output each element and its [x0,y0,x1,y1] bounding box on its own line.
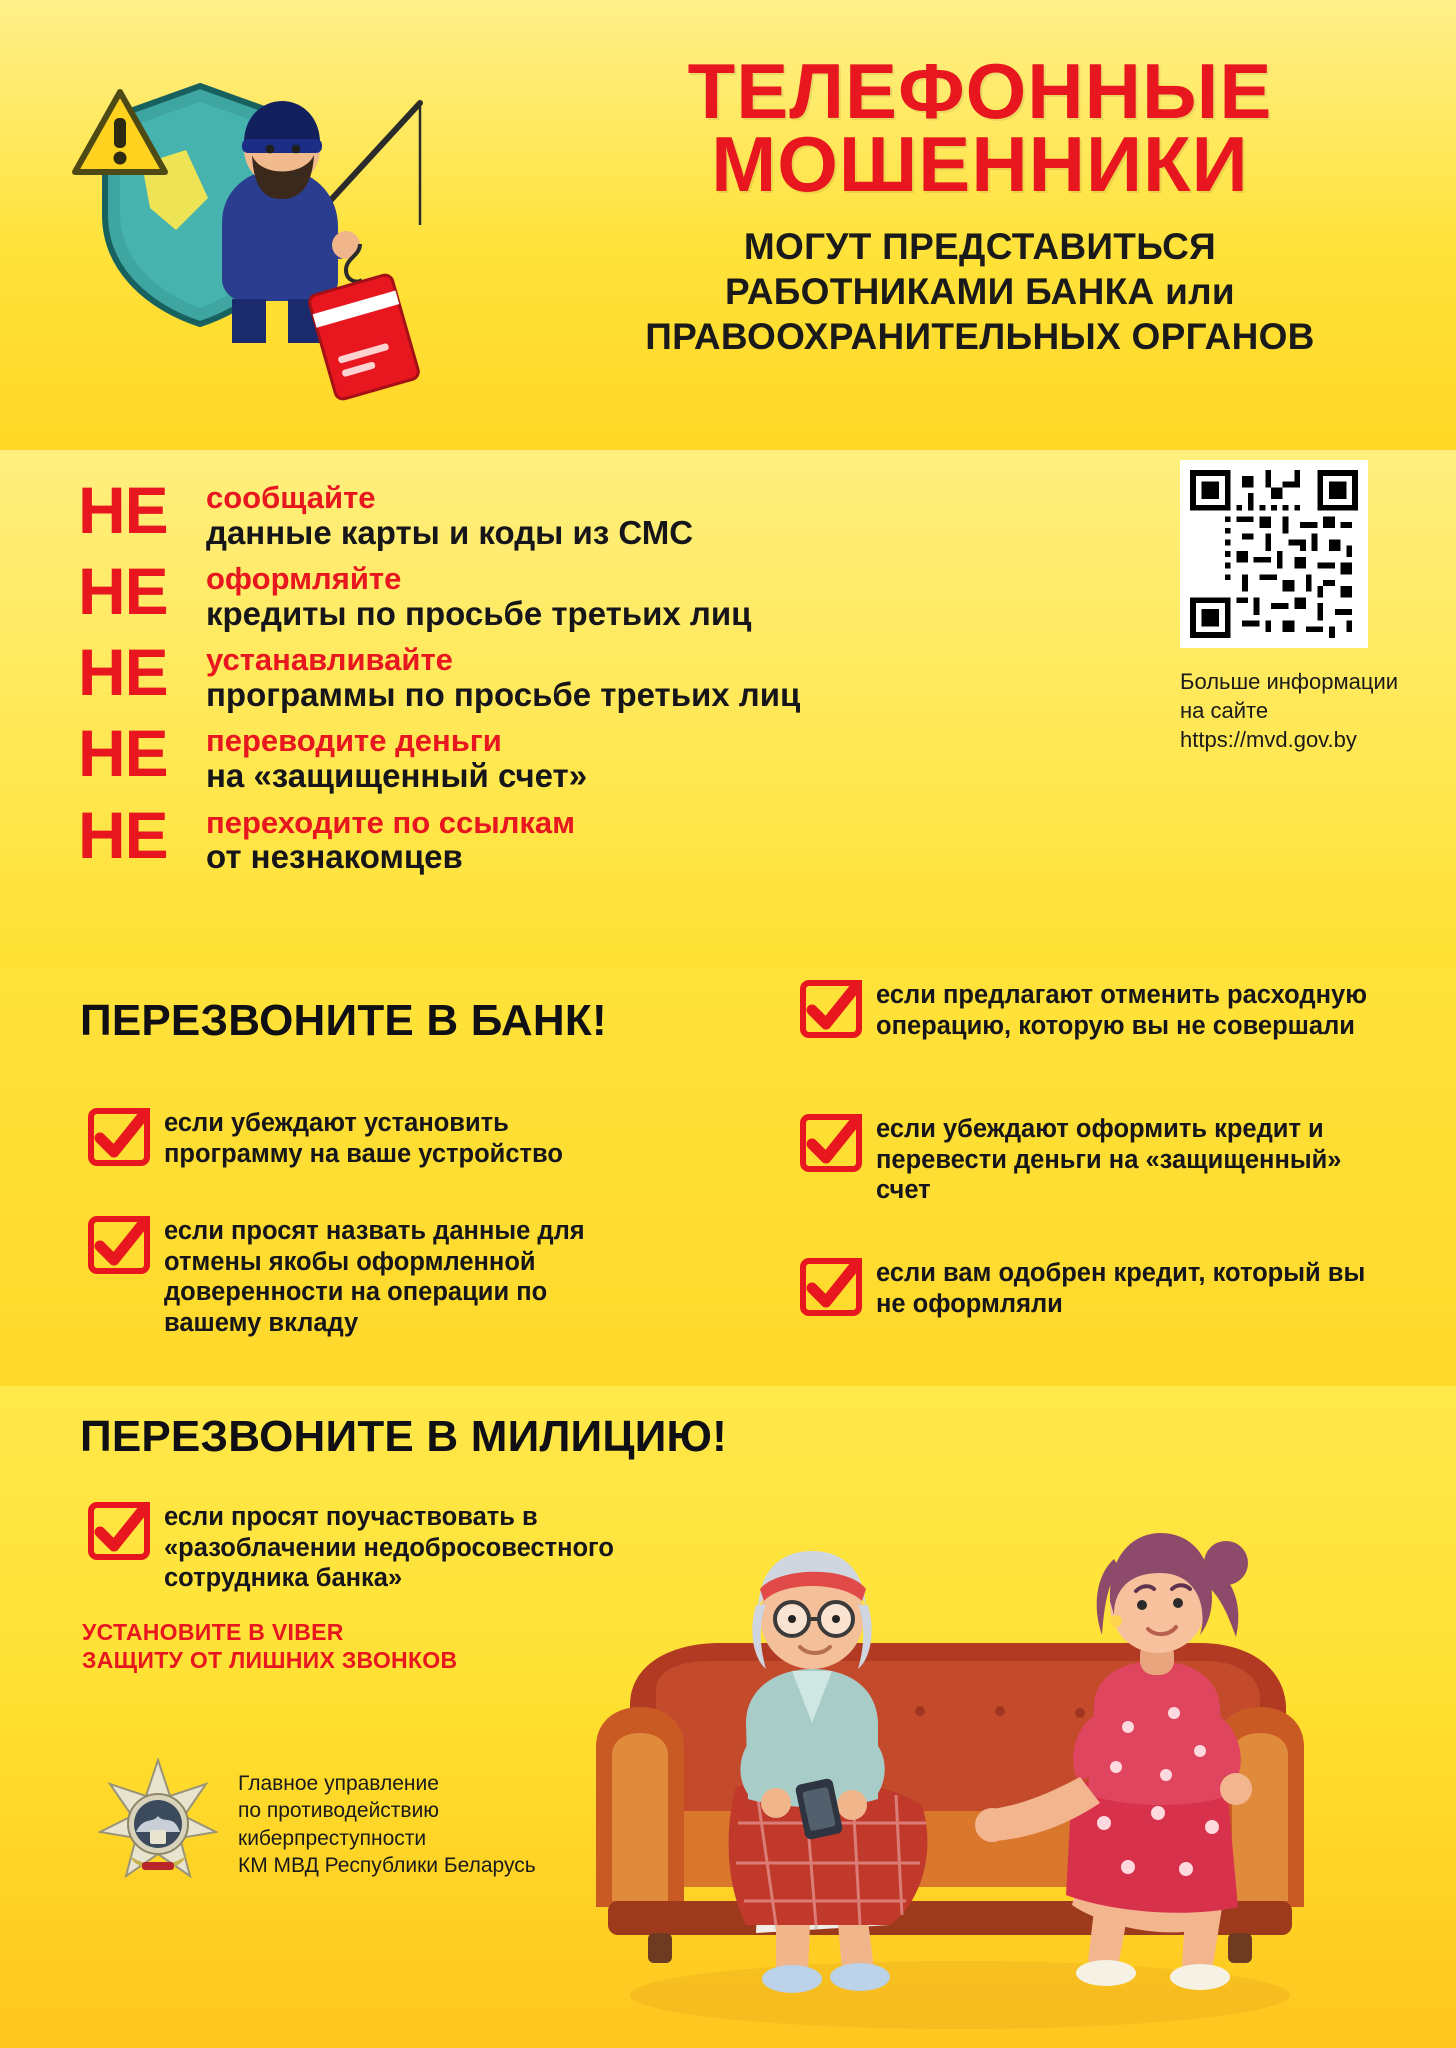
bank-section [0,968,1456,1386]
checkmark-icon [800,980,862,1038]
checkmark-icon [88,1108,150,1166]
rule-ne-word: НЕ [78,716,168,791]
checkmark-icon [88,1216,150,1274]
qr-caption-line1: Больше информации [1180,669,1399,694]
rules-band [0,450,1456,968]
qr-caption-line2: на сайте [1180,698,1269,724]
rule-item [78,716,1138,795]
bank-check-item [88,1216,628,1338]
warning-triangle-icon [72,88,168,178]
poster-subtitle-line1: МОГУТ ПРЕДСТАВИТЬСЯ [743,225,1217,267]
poster-subtitle-line3: ПРАВООХРАНИТЕЛЬНЫХ ОРГАНОВ [645,315,1315,357]
ministry-emblem-icon [98,1758,218,1888]
footer-line2: по противодействию [238,1799,440,1823]
bank-section-heading: ПЕРЕЗВОНИТЕ В БАНК! [80,996,607,1045]
rule-detail: на «защищенный счет» [206,757,588,795]
police-check-text: если просят поучаствовать в «разоблачении недобросовестного сотрудника банка» [164,1503,614,1593]
bank-check-text: если предлагают отменить расходную операцию, которую вы не совершали [876,981,1367,1040]
bank-card-bait-icon [300,242,420,402]
sofa-scene-illustration [560,1455,1340,2035]
footer-line1: Главное управление [238,1772,439,1795]
bank-check-item [88,1108,608,1169]
rule-item [78,554,1138,633]
bank-check-text: если вам одобрен кредит, который вы не оформляли [876,1259,1366,1318]
rule-item [78,473,1138,551]
qr-code-icon[interactable] [1180,460,1368,648]
viber-note-line2: ЗАЩИТУ ОТ ЛИШНИХ ЗВОНКОВ [82,1647,458,1674]
rule-ne-word: НЕ [78,797,168,872]
header-band [0,0,1456,450]
qr-website-url[interactable]: https://mvd.gov.by [1180,727,1357,753]
rule-detail: данные карты и коды из СМС [206,513,694,551]
rule-verb: сообщайте [206,480,376,515]
poster-title-line2: МОШЕННИКИ [711,120,1249,209]
rule-detail: кредиты по просьбе третьих лиц [206,595,752,633]
rule-verb: переходите по ссылкам [206,804,576,840]
viber-note-line1: УСТАНОВИТЕ В VIBER [82,1619,344,1645]
bank-check-text: если просят назвать данные для отмены якобы оформленной доверенности на операции по вашему вкладу [164,1217,585,1337]
checkmark-icon [800,1114,862,1172]
checkmark-icon [88,1502,150,1560]
rule-ne-word: НЕ [78,635,168,710]
poster-subtitle-line2: РАБОТНИКАМИ БАНКА или [725,270,1235,312]
header-text-block [540,47,1420,359]
viber-note [82,1618,457,1674]
qr-caption [1180,667,1400,754]
bank-check-item [800,1258,1380,1319]
checkmark-icon [800,1258,862,1316]
rule-item [78,635,1138,714]
poster-title-line1: ТЕЛЕФОННЫЕ [687,47,1273,135]
bank-check-text: если убеждают установить программу на ваше устройство [164,1109,563,1168]
rule-ne-word: НЕ [78,554,168,629]
rule-verb: переводите деньги [206,723,502,759]
qr-block [1180,460,1400,754]
rule-verb: оформляйте [206,561,402,597]
rule-detail: от незнакомцев [206,838,463,876]
footer-line4: КМ МВД Республики Беларусь [238,1853,536,1877]
rule-verb: устанавливайте [206,642,453,678]
rules-list [78,473,1138,884]
rule-ne-word: НЕ [78,473,168,547]
rule-detail: программы по просьбе третьих лиц [206,676,801,714]
footer-line3: киберпреступности [238,1826,427,1850]
bank-check-item [800,980,1380,1041]
rule-item [78,797,1138,876]
police-section-heading: ПЕРЕЗВОНИТЕ В МИЛИЦИЮ! [80,1412,727,1461]
bank-check-item [800,1114,1380,1206]
footer-organization-text [238,1770,536,1879]
header-illustration [60,60,560,440]
bank-check-text: если убеждают оформить кредит и перевести деньги на «защищенный» счет [876,1115,1342,1205]
